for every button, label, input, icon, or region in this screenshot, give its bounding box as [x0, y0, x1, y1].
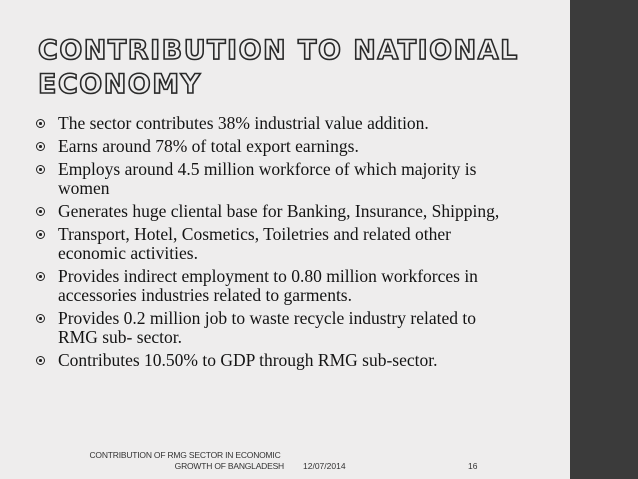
footer-title-line-2: GROWTH OF BANGLADESH — [174, 461, 284, 471]
bullet-item — [36, 202, 516, 221]
circle-bullet-icon — [36, 142, 45, 151]
bullet-text: Employs around 4.5 million workforce of which majority is women — [58, 159, 477, 198]
bullet-text: The sector contributes 38% industrial value addition. — [58, 113, 429, 133]
bullet-text: Provides indirect employment to 0.80 million workforces in accessories industries related to garments. — [58, 266, 478, 305]
circle-bullet-icon — [36, 207, 45, 216]
footer-title-line-1: CONTRIBUTION OF RMG SECTOR IN ECONOMIC — [89, 450, 281, 460]
circle-bullet-icon — [36, 314, 45, 323]
bullet-item — [36, 225, 516, 263]
bullet-text: Transport, Hotel, Cosmetics, Toiletries and related other economic activities. — [58, 224, 451, 263]
bullet-text: Earns around 78% of total export earnings. — [58, 136, 359, 156]
footer-presentation-title — [74, 450, 296, 472]
circle-bullet-icon — [36, 356, 45, 365]
bullet-text: Generates huge cliental base for Banking, Insurance, Shipping, — [58, 201, 500, 221]
bullet-text: Provides 0.2 million job to waste recycle industry related to RMG sub- sector. — [58, 308, 476, 347]
right-decorative-bar — [570, 0, 638, 479]
slide-number: 16 — [468, 461, 478, 471]
bullet-item — [36, 114, 516, 133]
circle-bullet-icon — [36, 165, 45, 174]
bullet-item — [36, 267, 516, 305]
bullet-item — [36, 160, 516, 198]
bullet-item — [36, 351, 516, 370]
bullet-list — [36, 114, 516, 374]
bullet-item — [36, 137, 516, 156]
footer-date: 12/07/2014 — [303, 461, 346, 471]
bullet-item — [36, 309, 516, 347]
circle-bullet-icon — [36, 119, 45, 128]
slide-title: CONTRIBUTION TO NATIONAL ECONOMY — [38, 35, 519, 100]
circle-bullet-icon — [36, 272, 45, 281]
circle-bullet-icon — [36, 230, 45, 239]
bullet-text: Contributes 10.50% to GDP through RMG sub-sector. — [58, 350, 438, 370]
